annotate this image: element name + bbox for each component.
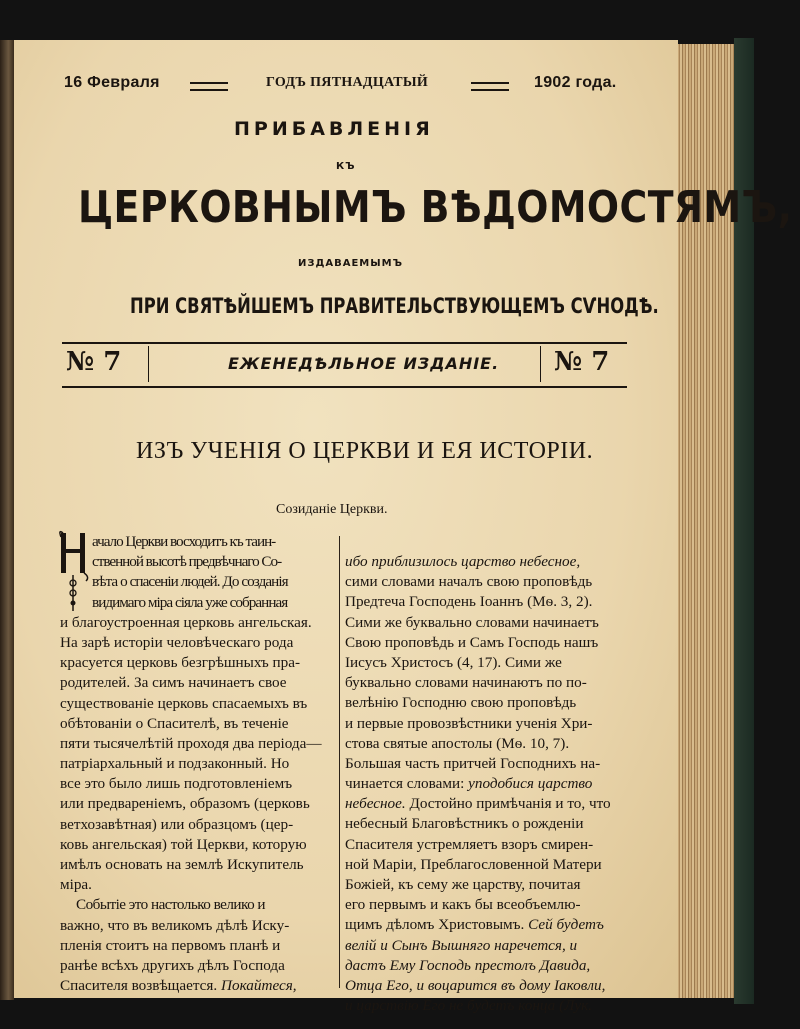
text-line: обѣтованіи о Спасителѣ, въ теченіе [60,714,289,732]
text-line: Іисусъ Христосъ (4, 17). Сими же [345,653,562,671]
text-line: Сими же буквально словами начинаетъ [345,613,599,631]
masthead-to: КЪ [336,161,356,172]
text-line: ранѣе всѣхъ другихъ дѣлъ Господа [60,956,285,974]
text-line: вѣта о спасеніи людей. До созданія [92,573,288,591]
year-label: ГОДЪ ПЯТНАДЦАТЫЙ [266,75,429,90]
text-line: имѣлъ основать на землѣ Искупитель [60,856,304,873]
masthead-published: ИЗДАВАЕМЫМЪ [298,258,403,269]
text-line: сими словами началъ свою проповѣдь [345,573,593,591]
text-line: Отца Его, и воцарится въ дому Іаковли, [345,976,606,994]
previous-page-edge [0,40,14,1000]
issue-bar-divider-left [148,346,149,382]
text-line: На зарѣ исторіи человѣческаго рода [60,633,294,651]
article-title: ИЗЪ УЧЕНІЯ О ЦЕРКВИ И ЕЯ ИСТОРІИ. [136,438,594,464]
weekly-edition-label: ЕЖЕНЕДѢЛЬНОЕ ИЗДАНІЕ. [228,354,500,373]
section-heading: Созиданіе Церкви. [276,502,388,517]
column-separator [339,536,340,988]
text-line: Событіе это настолько велико и [76,896,265,914]
text-line: ной Маріи, Преблагословенной Матери [345,855,602,873]
issue-year: 1902 года. [534,74,617,91]
article-column-left [60,532,336,996]
text-line: родителей. За симъ начинаетъ свое [60,674,287,692]
masthead-top-title: ПРИБАВЛЕНІЯ [234,118,434,140]
text-line: или предвареніемъ, образомъ (церковь [60,795,310,813]
journal-page [14,40,793,1015]
text-line: Большая часть притчей Господнихъ на- [345,754,601,772]
text-line: небесный Благовѣстникъ о рожденіи [345,815,584,833]
text-line: и царствію Его не будетъ конца (Лук. [345,997,593,1015]
article-column-right [345,552,627,1016]
text-line: міра. [60,876,92,894]
issue-number-right: № 7 [554,347,610,377]
text-line: пяти тысячелѣтій проходя два періода— [60,734,322,752]
text-line: все это было лишь подготовленіемъ [60,775,293,793]
text-line: щимъ дѣломъ Христовымъ. Сей будетъ [345,916,604,934]
issue-number-left: № 7 [66,347,122,377]
text-line: Свою проповѣдь и Самъ Господь нашъ [345,633,599,651]
text-line: Спасителя устремляетъ взоръ смирен- [345,835,594,853]
text-line: ственной высотѣ предвѣчнаго Со- [92,553,282,571]
text-line: дастъ Ему Господь престолъ Давида, [345,956,591,974]
text-line: существованіе церковь спасаемыхъ въ [60,694,308,712]
text-line: важно, что въ великомъ дѣлѣ Иску- [60,916,290,934]
masthead-main-title: ЦЕРКОВНЫМЪ ВѢДОМОСТЯМЪ, [78,182,793,233]
masthead-synod: ПРИ СВЯТѢЙШЕМЪ ПРАВИТЕЛЬСТВУЮЩЕМЪ СѴНОДѢ. [130,294,659,318]
text-line: ачало Церкви восходитъ къ таин- [92,533,276,550]
text-line: и благоустроенная церковь ангельская. [60,613,312,631]
text-line: небесное. Достойно примѣчанія и то, что [345,795,611,813]
text-line: Божіей, къ сему же царству, почитая [345,876,581,893]
text-line: патріархальный и подзаконный. Но [60,755,290,773]
text-line: стова святые апостолы (Мѳ. 10, 7). [345,734,570,752]
issue-date: 16 Февраля [64,74,160,91]
text-line: буквально словами начинаютъ по по- [345,674,587,692]
text-line: Предтеча Господень Іоаннъ (Мѳ. 3, 2). [345,593,593,611]
text-line: велѣнію Господню свою проповѣдь [345,694,577,712]
text-line: ветхозавѣтная) или образцомъ (цер- [60,815,294,833]
text-line: пленія стоитъ на первомъ планѣ и [60,936,281,954]
text-line: велій и Сынъ Вышняго наречется, и [345,936,578,954]
text-line: видимаго міра сіяла уже собранная [92,593,288,611]
text-line: ибо приблизилось царство небесное, [345,553,581,570]
text-line: и первые провозвѣстники ученія Хри- [345,714,593,732]
text-line: Спасителя возвѣщается. Покайтеся, [60,977,297,995]
header-ornament-left [190,82,228,91]
text-line: красуется церковь безгрѣшныхъ пра- [60,654,301,672]
text-line: чинается словами: уподобися царство [345,775,593,793]
text-line: ковь ангельская) той Церкви, которую [60,835,307,853]
issue-bar-divider-right [540,346,541,382]
header-ornament-right [471,82,509,91]
text-line: его первымъ и какъ бы всеобъемлю- [345,896,581,914]
